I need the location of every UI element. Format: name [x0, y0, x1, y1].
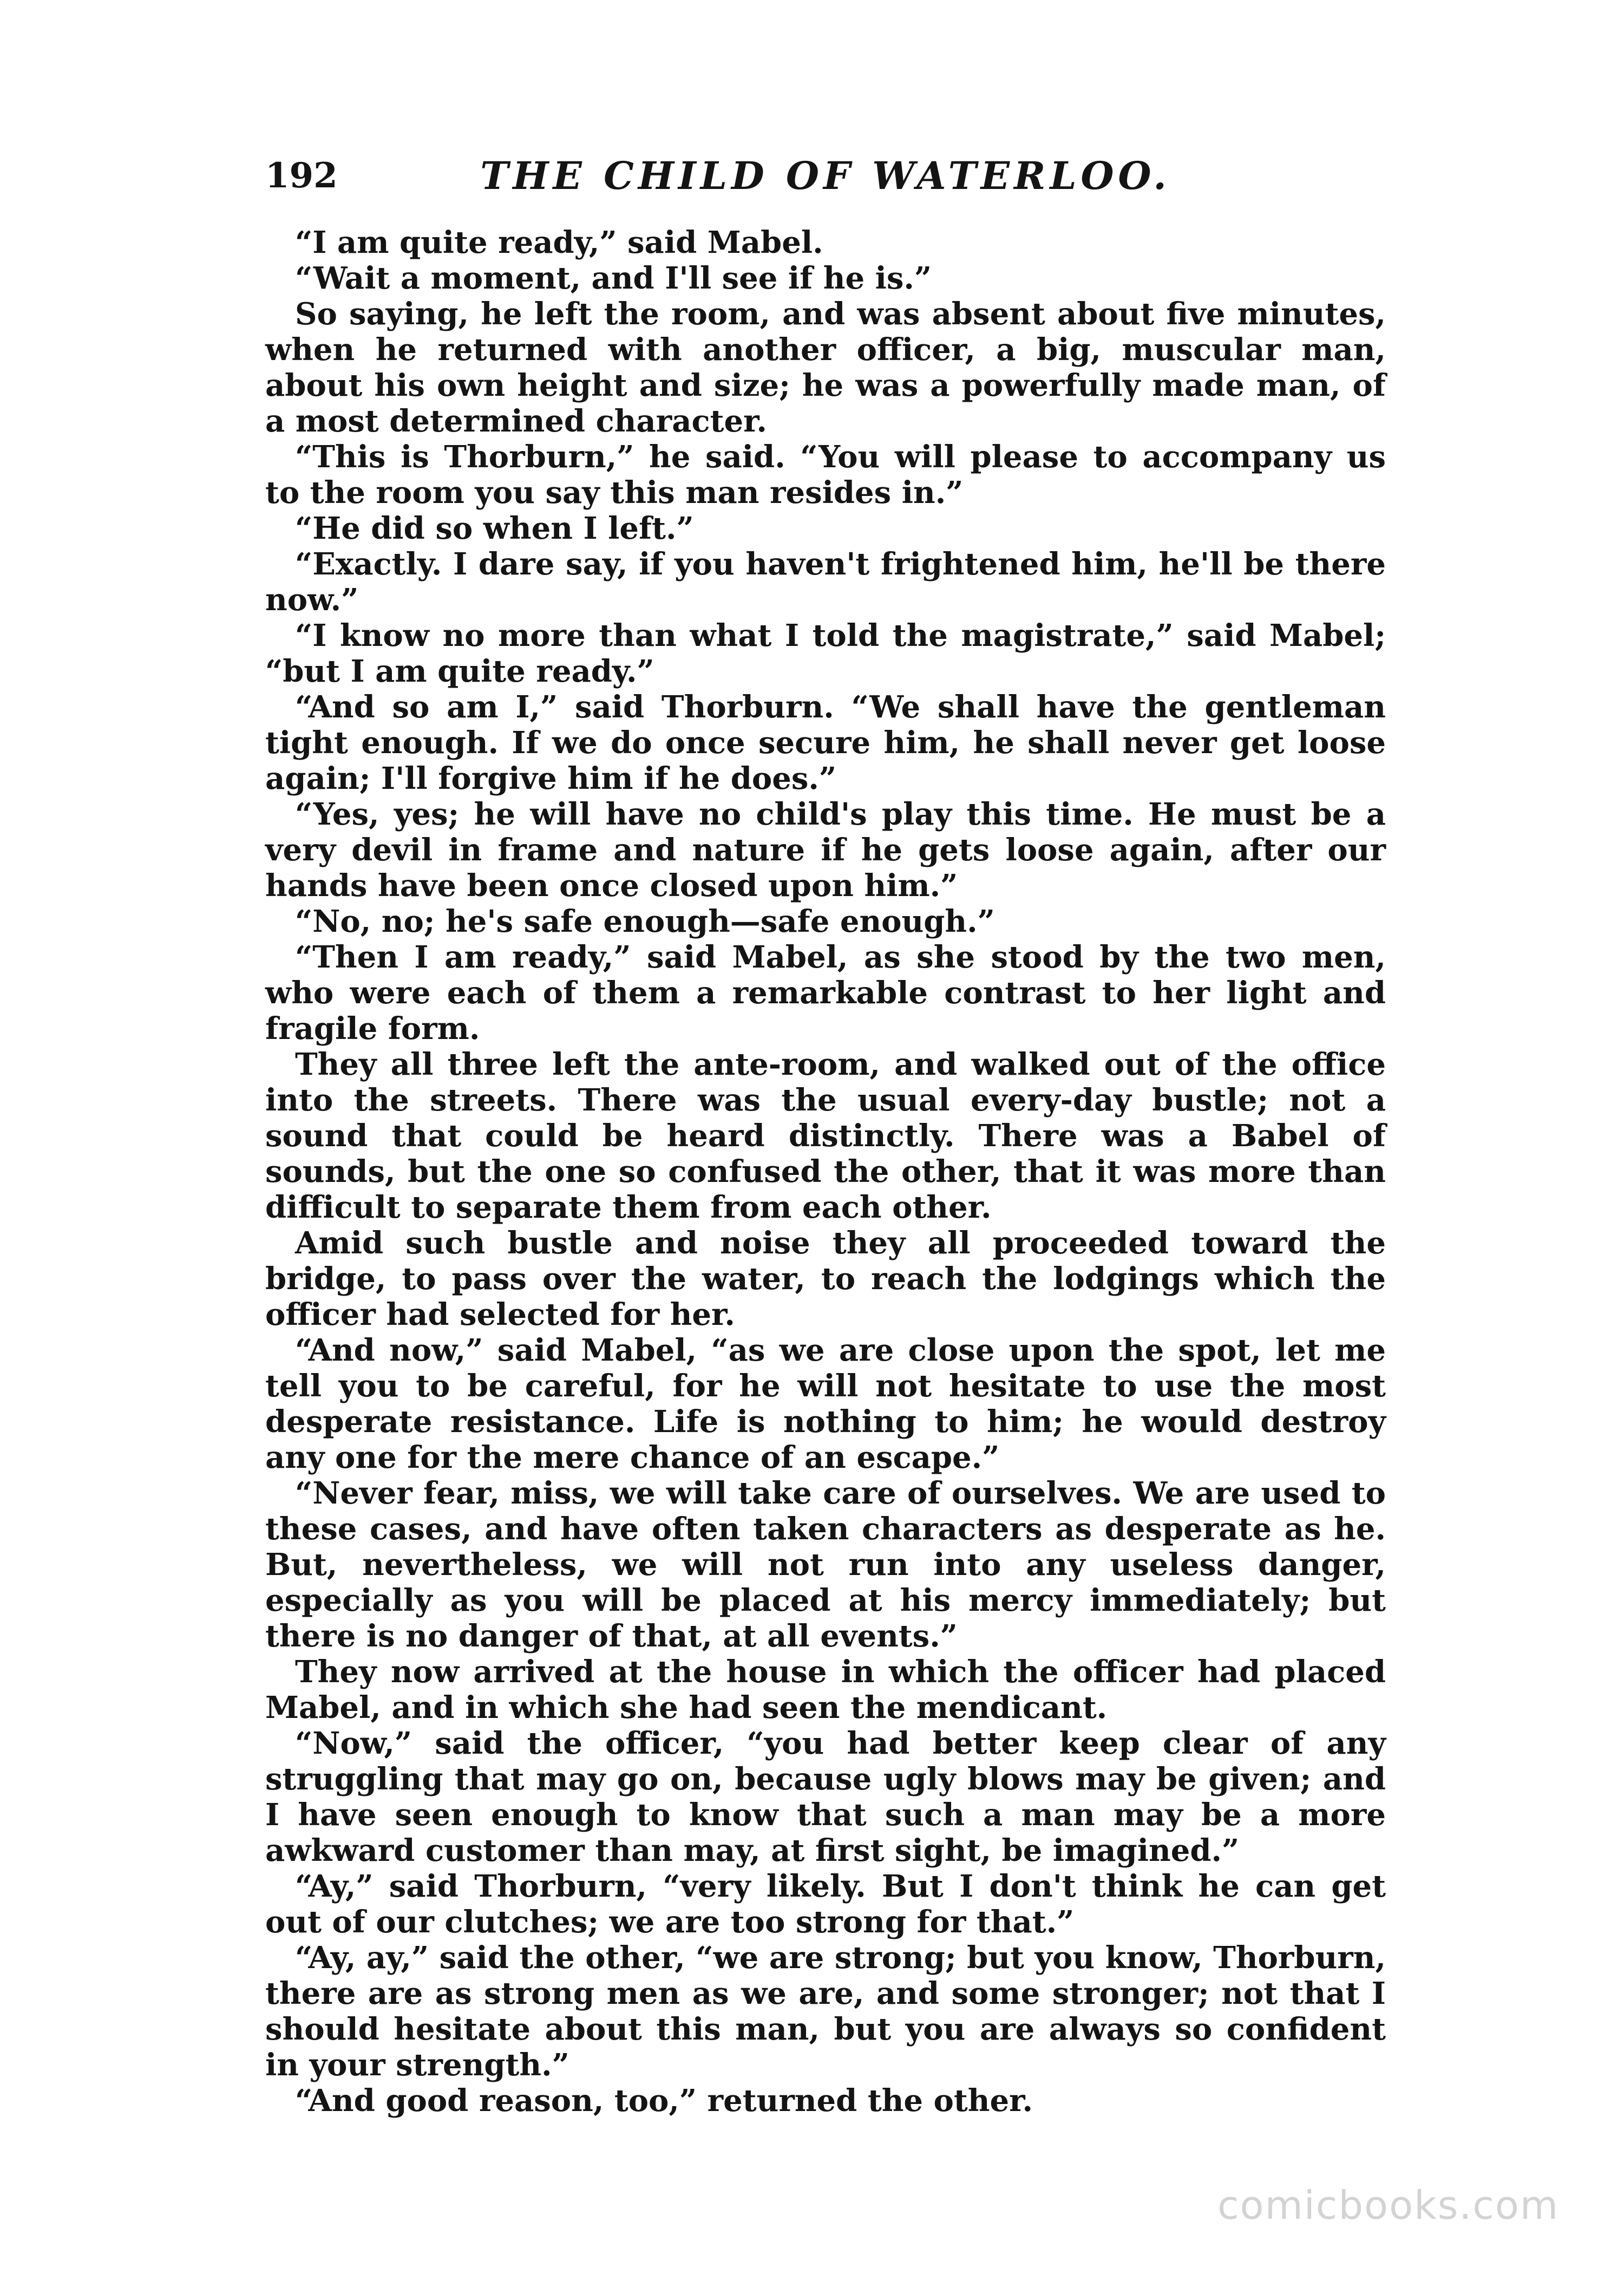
watermark: comicbooks.com [1217, 2182, 1559, 2228]
paragraph: “This is Thorburn,” he said. “You will please to accompany us to the room you say this man resides in.” [265, 439, 1386, 511]
paragraph: “Then I am ready,” said Mabel, as she stood by the two men, who were each of them a remarkable contrast to her light and fragile form. [265, 939, 1386, 1047]
paragraph: “I know no more than what I told the magistrate,” said Mabel; “but I am quite ready.” [265, 618, 1386, 689]
paragraph: “Ay,” said Thorburn, “very likely. But I don't think he can get out of our clutches; we are too strong for that.” [265, 1868, 1386, 1940]
paragraph: “Never fear, miss, we will take care of ourselves. We are used to these cases, and have often taken characters as desperate as he. But, nevertheless, we will not run into any useless danger, especially as you will be placed at his mercy immediately; but there is no danger of that, at all events.” [265, 1475, 1386, 1654]
paragraph: “He did so when I left.” [295, 511, 694, 546]
text-body [265, 225, 1386, 2119]
paragraph: “Ay, ay,” said the other, “we are strong; but you know, Thorburn, there are as strong men as we are, and some stronger; not that I should hesitate about this man, but you are always so confident in your strength.” [265, 1940, 1386, 2083]
page-number: 192 [265, 155, 338, 196]
paragraph: “And good reason, too,” returned the other. [295, 2083, 1033, 2119]
paragraph: “I am quite ready,” said Mabel. [295, 225, 823, 260]
paragraph: “And now,” said Mabel, “as we are close upon the spot, let me tell you to be careful, for he will not hesitate to use the most desperate resistance. Life is nothing to him; he would destroy any one for the mere chance of an escape.” [265, 1332, 1386, 1475]
paragraph: They now arrived at the house in which the officer had placed Mabel, and in which she had seen the mendicant. [265, 1654, 1386, 1726]
paragraph: “No, no; he's safe enough—safe enough.” [295, 904, 995, 939]
paragraph: “Exactly. I dare say, if you haven't frightened him, he'll be there now.” [265, 546, 1386, 618]
paragraph: “Now,” said the officer, “you had better keep clear of any struggling that may go on, because ugly blows may be given; and I have seen enough to know that such a man may be a more awkward customer than may, at first sight, be imagined.” [265, 1726, 1386, 1868]
paragraph: “Yes, yes; he will have no child's play this time. He must be a very devil in frame and nature if he gets loose again, after our hands have been once closed upon him.” [265, 796, 1386, 904]
running-title: THE CHILD OF WATERLOO. [480, 153, 1171, 198]
paragraph: So saying, he left the room, and was absent about five minutes, when he returned with another officer, a big, muscular man, about his own height and size; he was a powerfully made man, of a most determined character. [265, 296, 1386, 439]
paragraph: Amid such bustle and noise they all proceeded toward the bridge, to pass over the water, to reach the lodgings which the officer had selected for her. [265, 1225, 1386, 1332]
page-header [265, 146, 1386, 206]
paragraph: “And so am I,” said Thorburn. “We shall have the gentleman tight enough. If we do once secure him, he shall never get loose again; I'll forgive him if he does.” [265, 689, 1386, 796]
paragraph: They all three left the ante-room, and walked out of the office into the streets. There was the usual every-day bustle; not a sound that could be heard distinctly. There was a Babel of sounds, but the one so confused the other, that it was more than difficult to separate them from each other. [265, 1047, 1386, 1225]
paragraph: “Wait a moment, and I'll see if he is.” [295, 260, 932, 296]
